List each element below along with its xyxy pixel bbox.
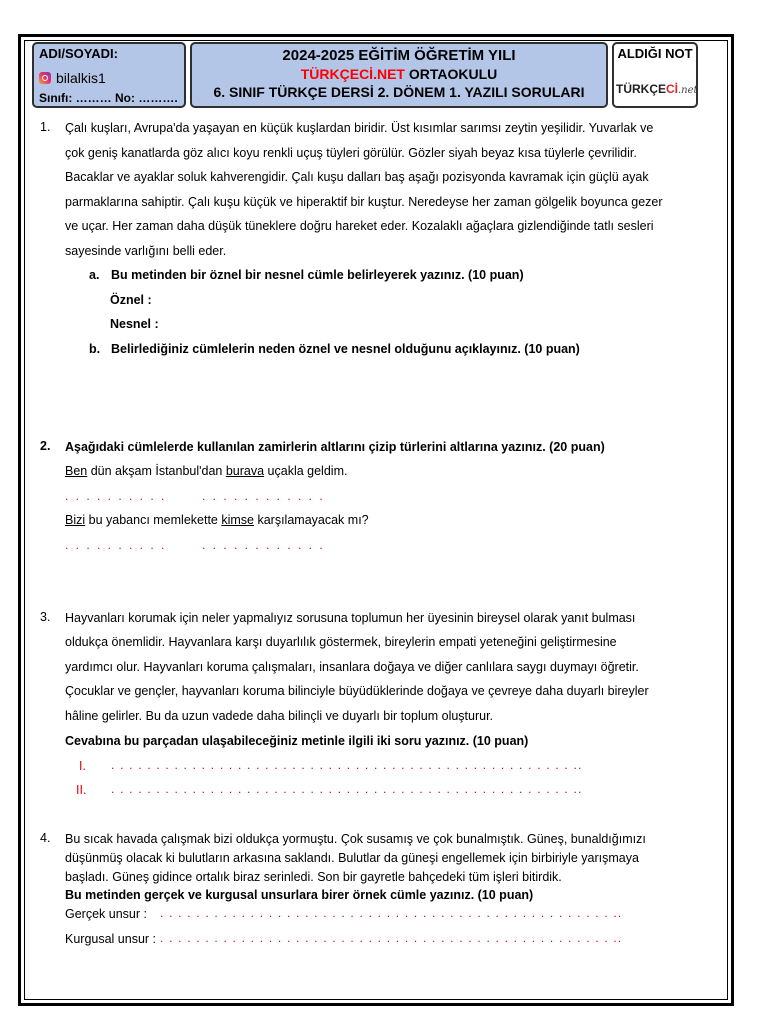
class-number-line: Sınıfı: ……… No: ………. [39, 91, 178, 105]
instagram-handle-text: bilalkis1 [56, 70, 106, 86]
q4-fiction-label: Kurgusal unsur : [65, 932, 157, 946]
school-suffix: ORTAOKULU [408, 66, 498, 82]
exam-title-box [190, 42, 608, 108]
q3-item-i-label: I. [79, 759, 86, 773]
q4-real-label: Gerçek unsur : [65, 907, 147, 921]
q2-prompt: Aşağıdaki cümlelerde kullanılan zamirlerin altlarını çizip türlerini altlarına yazınız. (20 puan) [65, 440, 605, 454]
q1-objective-label: Nesnel : [110, 317, 159, 331]
q2-answer-1a[interactable]: . . . . . . . . . . [65, 489, 167, 503]
q3-answer-i[interactable]: . . . . . . . . . . . . . . . . . . . . . . . . . . . . . . . . . . . . . . . . . . . . . . . . . . . .. [111, 758, 583, 772]
q3-prompt: Cevabına bu parçadan ulaşabileceğiniz metinle ilgili iki soru yazınız. (10 puan) [65, 734, 529, 748]
q1b-prompt: Belirlediğiniz cümlelerin neden öznel ve nesnel olduğunu açıklayınız. (10 puan) [111, 342, 580, 356]
q2-answer-1b[interactable]: . . . . . . . . . . . . [202, 489, 325, 503]
q2-answer-2a[interactable]: . . . . . . . . . . [65, 538, 167, 552]
q1-line-4: parmaklarına sahiptir. Çalı kuşu küçük ve hiperaktif bir kuştur. Neredeyse her zaman gölgelik boyunca gezer [65, 195, 663, 209]
grade-box [612, 42, 698, 108]
q3-line-2: oldukça önemlidir. Hayvanlara karşı duyarlılık göstermek, bireylerin empati yeteneğini geliştirmesine [65, 635, 617, 649]
academic-year: 2024-2025 EĞİTİM ÖĞRETİM YILI [282, 47, 516, 64]
q4-prompt: Bu metinden gerçek ve kurgusal unsurlara birer örnek cümle yazınız. (10 puan) [65, 888, 534, 902]
q3-number: 3. [40, 610, 51, 624]
instagram-icon [39, 72, 51, 84]
q1-line-2: çok geniş kanatlarda göz alıcı koyu renkli uçuş tüyleri görülür. Gözler siyah beyaz kısa tüylerle çevrilidir. [65, 146, 637, 160]
q1b-label: b. [89, 342, 101, 356]
q2-answer-2b[interactable]: . . . . . . . . . . . . [202, 538, 325, 552]
name-label: ADI/SOYADI: [39, 46, 118, 61]
q4-number: 4. [40, 831, 51, 845]
q1-number: 1. [40, 120, 51, 134]
q3-line-3: yardımcı olur. Hayvanları koruma çalışmaları, insanlara doğaya ve diğer canlılara saygı duymayı öğretir. [65, 660, 639, 674]
q2-number: 2. [40, 439, 51, 453]
q4-line-3: başladı. Güneş gidince ortalık biraz serinledi. Son bir gayretle bahçedeki tüm işleri bitirdik. [65, 870, 562, 884]
q2-sentence-2: Bizi bu yabancı memlekette kimse karşılamayacak mı? [65, 513, 369, 527]
school-brand: TÜRKÇECİ.NET [300, 66, 405, 82]
exam-title: 6. SINIF TÜRKÇE DERSİ 2. DÖNEM 1. YAZILI SORULARI [213, 84, 585, 100]
q1-line-5: ve uçar. Her zaman daha düşük tüneklere doğru hareket eder. Kozalaklı ağaçlara gizlendiğinde tatlı sesleri [65, 219, 654, 233]
student-info-box [32, 42, 186, 108]
q1a-label: a. [89, 268, 100, 282]
q4-real-answer[interactable]: . . . . . . . . . . . . . . . . . . . . . . . . . . . . . . . . . . . . . . . . . . . . . . . . . . .. [160, 906, 623, 920]
q3-answer-ii[interactable]: . . . . . . . . . . . . . . . . . . . . . . . . . . . . . . . . . . . . . . . . . . . . . . . . . . . .. [111, 782, 583, 796]
q4-line-1: Bu sıcak havada çalışmak bizi oldukça yormuştu. Çok susamış ve çok bunalmıştık. Güneş, bunaldığımızı [65, 832, 646, 846]
q1a-prompt: Bu metinden bir öznel bir nesnel cümle belirleyerek yazınız. (10 puan) [111, 268, 524, 282]
q2-sentence-1: Ben dün akşam İstanbul'dan burava uçakla geldim. [65, 464, 348, 478]
q1-subjective-label: Öznel : [110, 293, 152, 307]
turkceci-logo: TÜRKÇECİ.net [616, 82, 698, 96]
school-name [192, 65, 606, 83]
instagram-handle[interactable] [39, 70, 106, 86]
q1-line-1: Çalı kuşları, Avrupa'da yaşayan en küçük kuşlardan biridir. Üst kısımlar sarımsı zeytin yeşilidir. Yuvarlak ve [65, 121, 654, 135]
grade-label: ALDIĞI NOT [617, 46, 693, 61]
q1-line-3: Bacaklar ve ayaklar soluk kahverengidir. Çalı kuşu dalları baş aşağı pozisyonda kavramak için güçlü ayak [65, 170, 649, 184]
q3-line-4: Çocuklar ve gençler, hayvanları koruma bilinciyle büyüdüklerinde doğaya ve çevreye daha duyarlı bireyler [65, 684, 649, 698]
q4-fiction-answer[interactable]: . . . . . . . . . . . . . . . . . . . . . . . . . . . . . . . . . . . . . . . . . . . . . . . . . . .. [160, 931, 623, 945]
q3-line-5: hâline gelirler. Bu da uzun vadede daha bilinçli ve duyarlı bir toplum oluşturur. [65, 709, 494, 723]
q3-item-ii-label: II. [76, 783, 87, 797]
q3-line-1: Hayvanları korumak için neler yapmalıyız sorusuna toplumun her üyesinin bireysel olarak yanıt bulması [65, 611, 636, 625]
q4-line-2: düşünmüş olacak ki bulutların arkasına saklandı. Bulutlar da güneşi engellemek için birbiriyle yarışmaya [65, 851, 639, 865]
q1-line-6: sayesinde varlığını belli eder. [65, 244, 227, 258]
